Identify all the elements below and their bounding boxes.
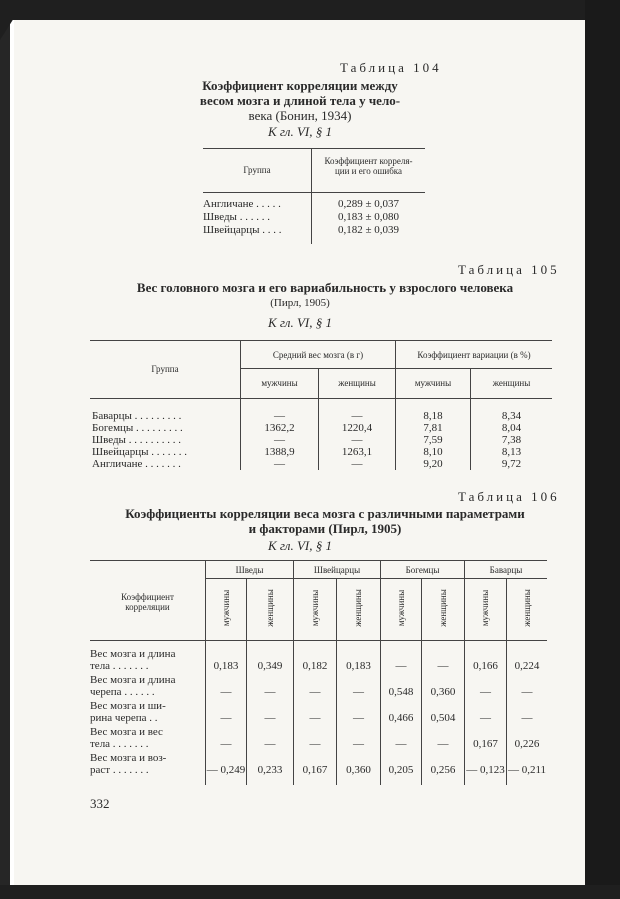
table-106-cell: —	[264, 738, 276, 750]
table-106-col-divider	[421, 578, 422, 785]
table-105-cell: 9,72	[501, 458, 522, 470]
table-105-row-group: Шведы . . . . . . . . . .	[92, 434, 181, 446]
table-105-cell: —	[351, 458, 363, 470]
table-106-sex-header: женщины	[353, 589, 363, 627]
table-106-cell: —	[220, 686, 232, 698]
table-104-title-line: века (Бонин, 1934)	[248, 108, 352, 123]
table-106-cell: —	[395, 660, 407, 672]
table-105-cell: 9,20	[423, 458, 443, 470]
table-104-ref: К гл. VI, § 1	[268, 124, 332, 139]
table-106-cell: —	[220, 712, 232, 724]
scan-left-edge	[0, 0, 10, 899]
table-106-cell: —	[309, 738, 321, 750]
table-106-group-header: Швейцарцы	[313, 565, 361, 575]
table-106-row-label-line: Вес мозга и длина	[90, 648, 176, 660]
table-106-cell: 0,548	[388, 686, 414, 698]
table-106-subheader-rule	[205, 578, 547, 579]
table-105-header-women: женщины	[492, 378, 531, 388]
table-106-cell: 0,360	[430, 686, 456, 698]
table-106-row-label	[90, 648, 175, 672]
table-106-cell: —	[309, 686, 321, 698]
table-106-cell: —	[437, 738, 449, 750]
table-105-cell: —	[274, 458, 285, 470]
table-105-cell: 8,04	[501, 422, 522, 434]
table-106-cell: —	[264, 686, 276, 698]
table-106-cell: 0,183	[346, 660, 371, 672]
table-105-header-group: Группа	[151, 364, 179, 374]
table-105-cell: 7,81	[423, 422, 443, 434]
table-105-row-group: Баварцы . . . . . . . . .	[92, 410, 182, 422]
table-105-header-men: мужчины	[261, 378, 298, 388]
table-106-cell: —	[264, 712, 276, 724]
page-number: 332	[90, 796, 110, 811]
table-105-cell: 7,38	[501, 434, 522, 446]
table-106-group-header: Богемцы	[405, 565, 440, 575]
table-106-row-label-line: Вес мозга и ши-	[90, 700, 166, 712]
table-106-cell: —	[480, 686, 491, 698]
table-106-title	[90, 506, 560, 536]
table-106-row-label-line: тела . . . . . . .	[90, 660, 149, 672]
table-106-sex-header: женщины	[438, 589, 448, 627]
table-106-cell: 0,166	[473, 660, 498, 672]
table-106-cell: 0,256	[430, 764, 456, 776]
table-105-cell: 1263,1	[341, 446, 373, 458]
table-104-row-value: 0,182 ± 0,039	[338, 224, 400, 236]
scan-bottom-edge	[0, 885, 620, 899]
table-105-header-rule	[90, 398, 552, 399]
table-105-cell: 8,34	[501, 410, 522, 422]
table-105-row-group: Англичане . . . . . . .	[92, 458, 181, 470]
table-104-row-group: Шведы . . . . . .	[203, 211, 270, 223]
table-106-cell: 0,504	[430, 712, 456, 724]
table-106-cell: 0,167	[473, 738, 498, 750]
table-105-cell: —	[274, 410, 285, 422]
table-106-sex-header: мужчины	[221, 589, 231, 627]
table-106-sex-header: женщины	[522, 589, 532, 627]
table-105-cell: —	[351, 434, 363, 446]
table-106-group-header: Баварцы	[489, 565, 523, 575]
table-105-cell: 1362,2	[264, 422, 295, 434]
table-104-row-value: 0,289 ± 0,037	[338, 198, 400, 210]
table-106-row-label	[90, 674, 175, 698]
table-105-cell: 7,59	[423, 434, 443, 446]
table-106-title-line: Коэффициенты корреляции веса мозга с различными параметрами	[125, 506, 525, 521]
table-106-row-label-line: Вес мозга и вес	[90, 726, 163, 738]
table-105-number: Таблица 105	[458, 262, 560, 277]
table-105-header-women: женщины	[338, 378, 376, 388]
table-106-corner-header	[90, 592, 205, 612]
table-105-cell: 1220,4	[341, 422, 373, 434]
table-105-row-group: Богемцы . . . . . . . . .	[92, 422, 183, 434]
table-106-cell: 0,226	[514, 738, 540, 750]
table-106-cell: — 0,249	[206, 764, 246, 776]
table-106-cell: 0,233	[257, 764, 283, 776]
table-104-title	[190, 78, 410, 123]
table-105-cell: 8,13	[501, 446, 522, 458]
table-104-row-value: 0,183 ± 0,080	[338, 211, 400, 223]
table-106-cell: —	[353, 738, 364, 750]
table-105-cell: —	[274, 434, 285, 446]
table-106-number: Таблица 106	[458, 489, 560, 504]
table-106-row-label-line: раст . . . . . . .	[90, 764, 149, 776]
scan-top-corner	[0, 18, 14, 40]
table-106-title-line: и факторами (Пирл, 1905)	[248, 521, 402, 536]
table-106-ref: К гл. VI, § 1	[268, 538, 332, 553]
table-106-sex-header: мужчины	[310, 589, 320, 627]
table-106-top-rule	[90, 560, 547, 561]
table-106-cell: —	[353, 712, 364, 724]
table-106-cell: — 0,123	[466, 764, 505, 776]
table-104-header-coef-1: Коэффициент корреля-	[324, 156, 413, 166]
table-106-row-label	[90, 700, 166, 724]
table-106-cell: —	[480, 712, 491, 724]
table-106-corner-line: корреляции	[125, 602, 170, 612]
scan-top-edge	[0, 0, 620, 20]
table-104-header-coef-2: ции и его ошибка	[334, 166, 403, 176]
table-106-cell: —	[521, 686, 533, 698]
table-106-cell: 0,349	[257, 660, 283, 672]
scan-right-edge	[585, 0, 620, 899]
table-106-cell: —	[353, 686, 364, 698]
table-105-cell: —	[351, 410, 363, 422]
table-106-row-label-line: черепа . . . . . .	[90, 686, 155, 698]
table-106-sex-header: женщины	[265, 589, 275, 627]
table-106-col-divider	[380, 560, 381, 785]
table-104-row-group: Швейцарцы . . . .	[203, 224, 282, 236]
table-104-header-rule	[203, 192, 425, 193]
table-106-cell: 0,205	[388, 764, 414, 776]
table-106-sex-header: мужчины	[396, 589, 406, 627]
table-106-row-label	[90, 726, 163, 750]
table-105-ref: К гл. VI, § 1	[268, 315, 332, 330]
table-106-cell: —	[395, 738, 407, 750]
table-106-row-label-line: Вес мозга и длина	[90, 674, 176, 686]
table-105-subheader-rule	[240, 368, 552, 369]
table-105-header-mean-weight: Средний вес мозга (в г)	[272, 350, 364, 360]
table-106-cell: 0,183	[213, 660, 239, 672]
table-106-cell: 0,360	[346, 764, 371, 776]
table-105-header-variation: Коэффициент вариации (в %)	[417, 350, 531, 360]
table-106-col-divider	[246, 578, 247, 785]
table-106-col-divider	[205, 560, 206, 785]
table-104-title-line: Коэффициент корреляции между	[202, 78, 398, 93]
table-104-header-group: Группа	[243, 165, 271, 175]
table-106-row-label-line: тела . . . . . . .	[90, 738, 149, 750]
table-106-cell: —	[521, 712, 533, 724]
table-106-corner-line: Коэффициент	[121, 592, 174, 602]
table-105-subtitle: (Пирл, 1905)	[270, 297, 330, 309]
table-106-col-divider	[464, 560, 465, 785]
table-104-title-line: весом мозга и длиной тела у чело-	[199, 93, 401, 108]
table-106-header-rule	[90, 640, 547, 641]
table-106-col-divider	[336, 578, 337, 785]
table-105-row-group: Швейцарцы . . . . . . .	[92, 446, 188, 458]
table-106-cell: 0,466	[388, 712, 414, 724]
table-104-number: Таблица 104	[340, 60, 442, 75]
table-106-cell: 0,224	[514, 660, 540, 672]
table-105-cell: 1388,9	[264, 446, 295, 458]
table-106-row-label	[90, 752, 166, 776]
table-106-cell: —	[437, 660, 449, 672]
table-105-cell: 8,10	[423, 446, 443, 458]
table-106-cell: —	[309, 712, 321, 724]
table-106-col-divider	[506, 578, 507, 785]
table-106-cell: 0,182	[302, 660, 328, 672]
table-106-cell: 0,167	[302, 764, 328, 776]
table-105-header-men: мужчины	[414, 378, 452, 388]
table-104-row-group: Англичане . . . . .	[203, 198, 281, 210]
table-106-sex-header: мужчины	[480, 589, 490, 627]
table-106-group-header: Шведы	[235, 565, 264, 575]
table-106-cell: —	[220, 738, 232, 750]
table-106-cell: — 0,211	[507, 764, 547, 776]
table-106-row-label-line: Вес мозга и воз-	[90, 752, 167, 764]
table-104-top-rule	[203, 148, 425, 149]
table-106-col-divider	[293, 560, 294, 785]
table-105-cell: 8,18	[423, 410, 443, 422]
table-105-title: Вес головного мозга и его вариабильность у взрослого человека	[136, 280, 514, 295]
table-106-row-label-line: рина черепа . .	[90, 712, 158, 724]
table-105-top-rule	[90, 340, 552, 341]
